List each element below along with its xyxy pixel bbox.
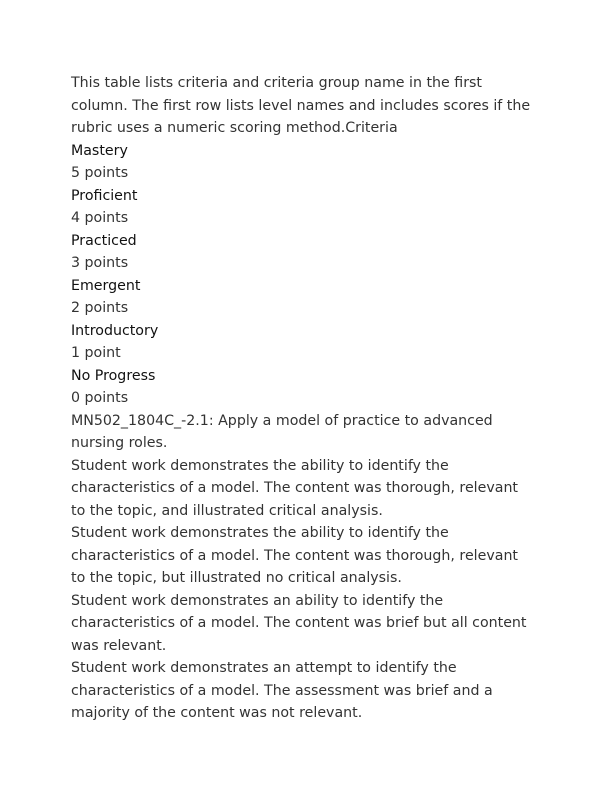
description-line: Student work demonstrates an attempt to identify the: [71, 660, 457, 676]
criterion-title-line: MN502_1804C_-2.1: Apply a model of practice to advanced: [71, 412, 493, 429]
level-points-proficient: 4 points: [71, 210, 129, 226]
level-name-practiced: Practiced: [71, 232, 137, 249]
level-name-introductory: Introductory: [71, 322, 159, 339]
intro-paragraph: [71, 72, 551, 140]
description-line: characteristics of a model. The content was thorough, relevant: [71, 547, 518, 564]
description-line: to the topic, but illustrated no critical analysis.: [71, 570, 402, 586]
level-name-mastery: Mastery: [71, 142, 128, 159]
level-points-emergent: 2 points: [71, 300, 129, 316]
intro-line: rubric uses a numeric scoring method.Criteria: [71, 120, 398, 136]
description-practiced: [71, 590, 551, 658]
intro-line: This table lists criteria and criteria group name in the first: [71, 75, 482, 91]
description-line: characteristics of a model. The content was brief but all content: [71, 615, 527, 631]
level-name-no-progress: No Progress: [71, 367, 156, 384]
level-list: [71, 140, 551, 410]
level-points-mastery: 5 points: [71, 165, 129, 181]
level-name-proficient: Proficient: [71, 187, 138, 204]
description-emergent: [71, 657, 551, 725]
criterion-title-line: nursing roles.: [71, 435, 168, 451]
level-points-introductory: 1 point: [71, 345, 121, 361]
description-line: majority of the content was not relevant.: [71, 705, 363, 721]
description-line: Student work demonstrates the ability to identify the: [71, 457, 449, 474]
criterion-title: [71, 410, 551, 455]
level-points-practiced: 3 points: [71, 255, 129, 271]
intro-line: column. The first row lists level names and includes scores if the: [71, 97, 531, 114]
level-points-no-progress: 0 points: [71, 390, 129, 406]
description-line: characteristics of a model. The assessment was brief and a: [71, 682, 493, 699]
description-line: characteristics of a model. The content was thorough, relevant: [71, 480, 518, 496]
description-proficient: [71, 522, 551, 590]
document-page: [71, 72, 551, 725]
description-line: Student work demonstrates an ability to identify the: [71, 592, 444, 609]
description-line: was relevant.: [71, 637, 167, 654]
description-mastery: [71, 455, 551, 523]
level-name-emergent: Emergent: [71, 277, 141, 294]
description-line: Student work demonstrates the ability to identify the: [71, 525, 449, 541]
description-line: to the topic, and illustrated critical analysis.: [71, 502, 383, 519]
